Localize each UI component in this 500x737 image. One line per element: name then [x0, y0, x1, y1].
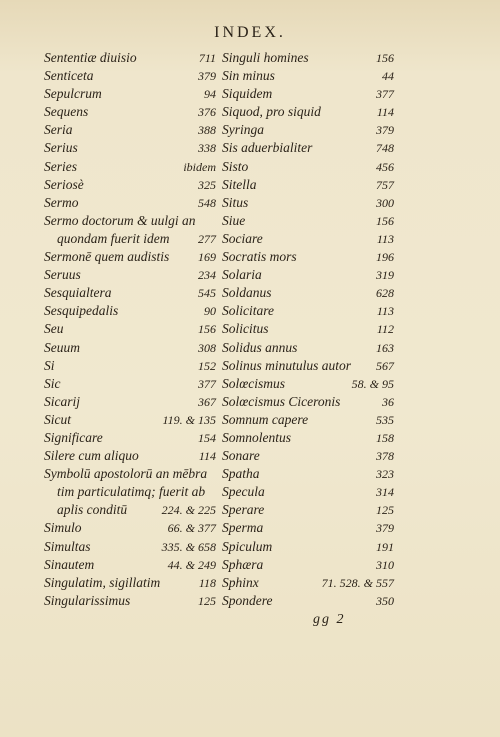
index-entry	[222, 266, 394, 284]
index-term: Sic	[44, 375, 61, 391]
index-entry	[44, 339, 216, 357]
index-entry	[222, 284, 394, 302]
page-reference: 36	[382, 394, 394, 409]
index-term: Solaria	[222, 267, 262, 283]
page-reference: 114	[376, 105, 394, 120]
page-reference: 379	[376, 123, 394, 138]
page-reference: 367	[198, 394, 216, 409]
index-entry	[44, 230, 216, 248]
index-term: Sperma	[222, 520, 264, 536]
index-column-right	[222, 49, 394, 610]
index-entry	[44, 357, 216, 375]
index-term: Seu	[44, 321, 64, 337]
index-term: Silere cum aliquo	[44, 448, 139, 464]
index-entry	[222, 212, 394, 230]
index-term: Sitella	[222, 176, 257, 192]
page-reference: 71. 528. & 557	[321, 575, 394, 590]
index-entry	[222, 339, 394, 357]
page-reference: 711	[198, 51, 216, 65]
signature-mark: gg 2	[313, 612, 346, 627]
index-entry	[44, 592, 216, 610]
index-term: Series	[44, 158, 77, 174]
index-term: Solœcismus	[222, 375, 286, 391]
index-entry	[44, 465, 216, 483]
page-reference: 66. & 377	[167, 521, 216, 536]
index-entry	[222, 501, 394, 519]
page-reference: 456	[376, 159, 394, 174]
index-entry	[44, 556, 216, 574]
index-term: Symbolū apostolorū an mēbra	[44, 466, 208, 482]
index-entry	[44, 284, 216, 302]
index-term: Sicarij	[44, 393, 80, 409]
index-term: Solicitare	[222, 303, 274, 319]
index-entry	[44, 483, 216, 501]
index-term: Solœcismus Ciceronis	[222, 393, 341, 409]
index-entry	[222, 538, 394, 556]
index-term: Sociare	[222, 230, 263, 246]
index-term: Sonare	[222, 448, 260, 464]
page-reference: 58. & 95	[351, 376, 394, 391]
index-term: tim particulatimq; fuerit ab	[57, 484, 206, 500]
page-reference: 125	[198, 593, 216, 608]
index-entry	[44, 176, 216, 194]
index-entry	[44, 67, 216, 85]
index-entry	[44, 375, 216, 393]
index-entry	[222, 592, 394, 610]
page-reference: 319	[376, 268, 394, 283]
index-term: Seruus	[44, 267, 81, 283]
index-term: Sperare	[222, 502, 265, 518]
index-entry	[44, 519, 216, 537]
page-reference: 112	[376, 322, 394, 337]
index-term: Senticeta	[44, 68, 94, 84]
index-entry	[44, 212, 216, 230]
index-entry	[222, 574, 394, 592]
index-term: quondam fuerit idem	[57, 230, 170, 246]
page-reference: 377	[198, 376, 216, 391]
index-entry	[44, 248, 216, 266]
page-reference: 44	[382, 69, 394, 84]
index-entry	[222, 85, 394, 103]
index-entry	[222, 357, 394, 375]
page-reference: 335. & 658	[161, 539, 216, 554]
index-term: Simulo	[44, 520, 82, 536]
page-reference: 196	[376, 250, 394, 265]
index-entry	[44, 121, 216, 139]
page-reference: 548	[198, 195, 216, 210]
index-term: Sermonē quem audistis	[44, 249, 170, 265]
index-term: Si	[44, 357, 55, 373]
index-term: Spondere	[222, 592, 273, 608]
index-entry	[222, 447, 394, 465]
page-reference: 376	[198, 105, 216, 120]
page-reference: 277	[198, 231, 216, 246]
index-term: Significare	[44, 429, 103, 445]
page-reference: 90	[204, 304, 216, 319]
page-reference: 748	[376, 141, 394, 156]
index-term: Singuli homines	[222, 50, 309, 65]
page-reference: 379	[198, 69, 216, 84]
index-term: Situs	[222, 194, 249, 210]
index-term: Spatha	[222, 466, 260, 482]
page-reference: 338	[198, 141, 216, 156]
page-reference: 156	[376, 51, 394, 65]
index-entry	[222, 176, 394, 194]
index-entry	[222, 393, 394, 411]
page-reference: 156	[376, 213, 394, 228]
index-term: Solidus annus	[222, 339, 298, 355]
index-term: Seria	[44, 122, 73, 138]
index-term: Sicut	[44, 411, 71, 427]
page-reference: 545	[198, 286, 216, 301]
page-reference: 44. & 249	[167, 557, 216, 572]
index-term: Sinautem	[44, 556, 95, 572]
page-reference: 118	[198, 575, 216, 590]
index-entry	[44, 194, 216, 212]
index-entry	[44, 447, 216, 465]
index-term: Soldanus	[222, 285, 272, 301]
index-term: Siquod, pro siquid	[222, 104, 321, 120]
index-term: Siue	[222, 212, 246, 228]
page-reference: 125	[376, 503, 394, 518]
index-entry	[44, 429, 216, 447]
index-term: Singularissimus	[44, 592, 131, 608]
index-term: Syringa	[222, 122, 264, 138]
index-entry	[44, 266, 216, 284]
index-entry	[44, 501, 216, 519]
page-reference: ibidem	[183, 159, 216, 174]
index-entry	[222, 121, 394, 139]
index-term: Somnum capere	[222, 411, 309, 427]
index-term: Sepulcrum	[44, 86, 102, 102]
page-reference: 314	[376, 485, 394, 500]
index-term: Spiculum	[222, 538, 273, 554]
index-column-left	[44, 49, 216, 610]
index-entry	[222, 194, 394, 212]
index-entry	[222, 103, 394, 121]
index-term: aplis conditū	[57, 502, 128, 518]
index-entry	[44, 320, 216, 338]
index-term: Serius	[44, 140, 78, 156]
index-term: Somnolentus	[222, 429, 291, 445]
page-reference: 310	[376, 557, 394, 572]
index-entry	[222, 302, 394, 320]
page-reference: 378	[376, 449, 394, 464]
index-term: Sin minus	[222, 68, 275, 84]
page-reference: 757	[376, 177, 394, 192]
index-term: Sphinx	[222, 574, 259, 590]
index-entry	[44, 158, 216, 176]
index-entry	[222, 139, 394, 157]
index-term: Solinus minutulus autor	[222, 357, 352, 373]
index-term: Sesquialtera	[44, 285, 112, 301]
page-reference: 158	[376, 430, 394, 445]
page-reference: 535	[376, 412, 394, 427]
page-reference: 628	[376, 286, 394, 301]
index-entry	[44, 574, 216, 592]
page-reference: 234	[198, 268, 216, 283]
index-term: Sequens	[44, 104, 89, 120]
index-term: Socratis mors	[222, 249, 297, 265]
page-reference: 114	[198, 449, 216, 464]
page-reference: 163	[376, 340, 394, 355]
index-term: Sis aduerbialiter	[222, 140, 313, 156]
page-reference: 191	[376, 539, 394, 554]
page-reference: 350	[376, 593, 394, 608]
page-reference: 388	[198, 123, 216, 138]
index-entry	[222, 375, 394, 393]
page-reference: 154	[198, 430, 216, 445]
page-reference: 323	[376, 467, 394, 482]
index-term: Solicitus	[222, 321, 269, 337]
index-entry	[44, 411, 216, 429]
index-term: Simultas	[44, 538, 91, 554]
index-entry	[44, 302, 216, 320]
index-entry	[44, 49, 216, 67]
index-term: Sisto	[222, 158, 249, 174]
page-reference: 169	[198, 250, 216, 265]
page-reference: 224. & 225	[161, 503, 216, 518]
index-entry	[44, 85, 216, 103]
index-term: Sententiæ diuisio	[44, 50, 137, 65]
page-reference: 94	[204, 87, 216, 102]
index-entry	[222, 519, 394, 537]
index-entry	[222, 230, 394, 248]
page-reference: 379	[376, 521, 394, 536]
page-reference: 325	[198, 177, 216, 192]
index-term: Specula	[222, 484, 265, 500]
page-reference: 152	[198, 358, 216, 373]
index-entry	[222, 49, 394, 67]
index-entry	[222, 248, 394, 266]
index-entry	[222, 483, 394, 501]
index-entry	[44, 103, 216, 121]
index-entry	[222, 320, 394, 338]
page-reference: 113	[376, 231, 394, 246]
index-entry	[44, 538, 216, 556]
page-reference: 156	[198, 322, 216, 337]
index-term: Singulatim, sigillatim	[44, 574, 161, 590]
index-entry	[44, 139, 216, 157]
index-entry	[222, 556, 394, 574]
index-entry	[222, 429, 394, 447]
index-entry	[222, 465, 394, 483]
page-reference: 113	[376, 304, 394, 319]
page-reference: 377	[376, 87, 394, 102]
index-entry	[222, 411, 394, 429]
index-entry	[44, 393, 216, 411]
index-term: Seriosè	[44, 176, 84, 192]
index-term: Siquidem	[222, 86, 273, 102]
index-entry	[222, 67, 394, 85]
index-term: Sermo	[44, 194, 79, 210]
index-term: Seuum	[44, 339, 80, 355]
index-term: Sphæra	[222, 556, 264, 572]
index-term: Sermo doctorum & uulgi an	[44, 212, 196, 228]
page-reference: 300	[376, 195, 394, 210]
page-reference: 308	[198, 340, 216, 355]
index-term: Sesquipedalis	[44, 303, 119, 319]
page-header: INDEX.	[214, 24, 286, 41]
page-reference: 567	[376, 358, 394, 373]
index-entry	[222, 158, 394, 176]
page-reference: 119. & 135	[162, 412, 216, 427]
